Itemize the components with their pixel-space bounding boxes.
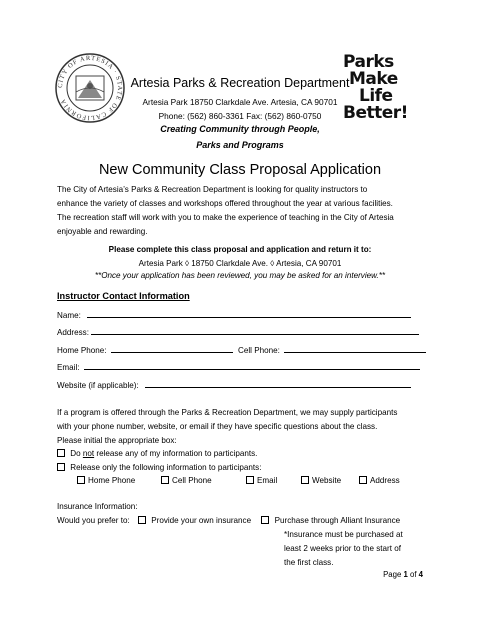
form-title: New Community Class Proposal Application (98, 162, 382, 178)
own-insurance-label: Provide your own insurance (151, 516, 252, 525)
address-label: Address: (57, 328, 89, 337)
option-do-not-release: Do not release any of my information to participants. (57, 447, 257, 461)
tagline-line-2: Parks and Programs (196, 140, 284, 150)
email-row (57, 360, 420, 375)
city-seal-logo (54, 52, 126, 124)
cell-phone-checkbox[interactable] (161, 476, 169, 484)
email-label: Email: (57, 363, 80, 372)
website-field[interactable] (145, 378, 411, 388)
address-checkbox[interactable] (359, 476, 367, 484)
not-underlined: not (82, 449, 95, 458)
logo-line: Better! (343, 103, 408, 123)
interview-note: **Once your application has been reviewed, you may be asked for an interview.** (94, 271, 386, 280)
logo-line: Make (349, 69, 398, 89)
release-suboption-cell-phone: Cell Phone (161, 474, 212, 488)
privacy-line: If a program is offered through the Parks & Recreation Department, we may supply participants (57, 408, 398, 417)
insurance-heading: Insurance Information: (57, 502, 138, 511)
org-phone: Phone: (562) 860-3361 Fax: (562) 860-0750 (158, 111, 322, 121)
release-some-label: Release only the following information to participants: (70, 463, 262, 472)
release-some-checkbox[interactable] (57, 463, 65, 471)
contact-section-heading: Instructor Contact Information (57, 291, 190, 301)
seal-ring-text: CITY OF ARTESIA · STATE OF CALIFORNIA (56, 54, 124, 122)
insurance-note-line: the first class. (284, 558, 334, 567)
intro-line: The City of Artesia’s Parks & Recreation Department is looking for quality instructors to (57, 185, 368, 194)
phone-row (57, 343, 426, 358)
name-field[interactable] (87, 308, 411, 318)
return-address: Artesia Park ◊ 18750 Clarkdale Ave. ◊ Artesia, CA 90701 (138, 259, 342, 268)
website-label: Website (if applicable): (57, 381, 139, 390)
email-checkbox[interactable] (246, 476, 254, 484)
release-suboption-website: Website (301, 474, 341, 488)
email-field[interactable] (84, 360, 420, 370)
website-row (57, 378, 411, 393)
org-address: Artesia Park 18750 Clarkdale Ave. Artesia, CA 90701 (142, 97, 338, 107)
insurance-note-line: *Insurance must be purchased at (284, 530, 403, 539)
intro-line: enjoyable and rewarding. (57, 227, 148, 236)
tagline-line-1: Creating Community through People, (160, 124, 320, 134)
parks-make-life-better-logo (343, 54, 425, 126)
home-phone-field[interactable] (111, 343, 233, 353)
name-row (57, 308, 411, 323)
home-phone-checkbox[interactable] (77, 476, 85, 484)
logo-line: Life (359, 86, 393, 106)
address-field[interactable] (91, 325, 419, 335)
cell-phone-field[interactable] (284, 343, 426, 353)
alliant-insurance-checkbox[interactable] (261, 516, 269, 524)
home-phone-label: Home Phone: (57, 346, 107, 355)
release-suboption-email: Email (246, 474, 277, 488)
intro-line: The recreation staff will work with you to make the experience of teaching in the City of Artesia (57, 213, 394, 222)
prefer-label: Would you prefer to: (57, 516, 130, 525)
own-insurance-checkbox[interactable] (138, 516, 146, 524)
cell-phone-label: Cell Phone: (238, 346, 280, 355)
release-suboption-address: Address (359, 474, 400, 488)
website-checkbox[interactable] (301, 476, 309, 484)
address-row (57, 325, 419, 340)
do-not-release-checkbox[interactable] (57, 449, 65, 457)
intro-line: enhance the variety of classes and workshops offered throughout the year at various facilities. (57, 199, 393, 208)
alliant-insurance-label: Purchase through Alliant Insurance (274, 516, 401, 525)
insurance-note-line: least 2 weeks prior to the start of (284, 544, 401, 553)
name-label: Name: (57, 311, 81, 320)
page-number: Page 1 of 4 (383, 570, 423, 579)
option-release-some (57, 461, 261, 475)
privacy-line: Please initial the appropriate box: (57, 436, 177, 445)
privacy-line: with your phone number, website, or email if they have specific questions about the class. (57, 422, 378, 431)
org-name: Artesia Parks & Recreation Department (130, 76, 350, 90)
insurance-choice-row (57, 514, 400, 528)
release-suboption-home-phone: Home Phone (77, 474, 135, 488)
submit-instructions: Please complete this class proposal and application and return it to: (108, 245, 372, 254)
logo-line: Parks (343, 52, 394, 72)
